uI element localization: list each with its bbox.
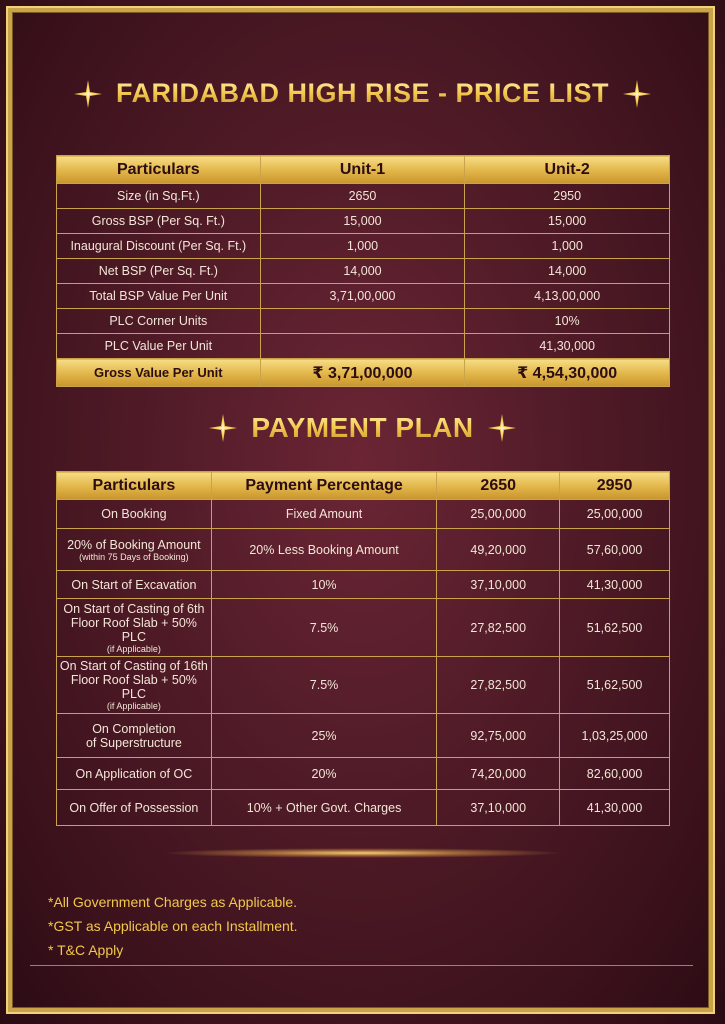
amount-2650: 27,82,500 <box>437 657 560 714</box>
unit-1-value <box>260 309 465 334</box>
amount-2950: 57,60,000 <box>560 529 670 571</box>
table-row <box>57 790 670 826</box>
table-row <box>57 184 670 209</box>
particulars-cell <box>57 529 212 571</box>
header-particulars: Particulars <box>57 472 212 500</box>
sparkle-icon <box>209 414 237 442</box>
table-row <box>57 334 670 359</box>
unit-1-gross-value: ₹ 3,71,00,000 <box>260 359 465 387</box>
table-row <box>57 758 670 790</box>
amount-2650: 74,20,000 <box>437 758 560 790</box>
particulars-note: (if Applicable) <box>106 701 161 711</box>
price-list-title-row <box>0 78 725 109</box>
unit-1-value: 14,000 <box>260 259 465 284</box>
price-list-table <box>56 155 670 387</box>
particulars-line: On Start of Casting of 6th <box>63 601 205 616</box>
footnote: *GST as Applicable on each Installment. <box>48 918 298 934</box>
percentage-cell: 25% <box>211 714 437 758</box>
gold-glow-divider <box>160 848 565 858</box>
percentage-cell: Fixed Amount <box>211 500 437 529</box>
particulars-cell <box>57 657 212 714</box>
unit-1-value: 3,71,00,000 <box>260 284 465 309</box>
percentage-cell: 7.5% <box>211 599 437 657</box>
particulars-cell <box>57 790 212 826</box>
row-label: Net BSP (Per Sq. Ft.) <box>57 259 261 284</box>
amount-2950: 51,62,500 <box>560 599 670 657</box>
amount-2950: 1,03,25,000 <box>560 714 670 758</box>
unit-2-value: 1,000 <box>465 234 670 259</box>
price-list-title: FARIDABAD HIGH RISE - PRICE LIST <box>115 78 610 108</box>
table-row <box>57 657 670 714</box>
particulars-line: On Completion <box>92 721 176 736</box>
header-2950: 2950 <box>560 472 670 500</box>
table-row <box>57 209 670 234</box>
amount-2650: 25,00,000 <box>437 500 560 529</box>
table-row <box>57 529 670 571</box>
percentage-cell: 20% Less Booking Amount <box>211 529 437 571</box>
percentage-cell: 10% + Other Govt. Charges <box>211 790 437 826</box>
particulars-cell <box>57 714 212 758</box>
particulars-line: On Start of Excavation <box>71 577 197 592</box>
gross-value-label: Gross Value Per Unit <box>57 359 261 387</box>
table-row <box>57 234 670 259</box>
amount-2650: 92,75,000 <box>437 714 560 758</box>
table-row <box>57 500 670 529</box>
amount-2650: 49,20,000 <box>437 529 560 571</box>
unit-2-value: 15,000 <box>465 209 670 234</box>
row-label: Size (in Sq.Ft.) <box>57 184 261 209</box>
particulars-line: On Application of OC <box>75 766 193 781</box>
row-label: PLC Value Per Unit <box>57 334 261 359</box>
header-payment-percentage: Payment Percentage <box>211 472 437 500</box>
header-particulars: Particulars <box>57 156 261 184</box>
sparkle-icon <box>623 80 651 108</box>
particulars-note: (if Applicable) <box>106 643 161 654</box>
particulars-line: On Offer of Possession <box>69 800 199 815</box>
particulars-cell <box>57 758 212 790</box>
unit-2-value: 4,13,00,000 <box>465 284 670 309</box>
amount-2650: 27,82,500 <box>437 599 560 657</box>
particulars-note: (within 75 Days of Booking) <box>79 551 189 562</box>
unit-1-value <box>260 334 465 359</box>
row-label: Total BSP Value Per Unit <box>57 284 261 309</box>
amount-2650: 37,10,000 <box>437 790 560 826</box>
unit-1-value: 2650 <box>260 184 465 209</box>
table-row <box>57 259 670 284</box>
percentage-cell: 10% <box>211 571 437 599</box>
header-unit-2: Unit-2 <box>465 156 670 184</box>
footnote: *All Government Charges as Applicable. <box>48 894 298 910</box>
row-label: Gross BSP (Per Sq. Ft.) <box>57 209 261 234</box>
unit-2-value: 2950 <box>465 184 670 209</box>
amount-2950: 51,62,500 <box>560 657 670 714</box>
particulars-line: Floor Roof Slab + 50% PLC <box>70 615 197 644</box>
payment-plan-header-row <box>57 472 670 500</box>
unit-2-value: 14,000 <box>465 259 670 284</box>
table-row <box>57 714 670 758</box>
footer-rule <box>30 965 693 966</box>
footnote: * T&C Apply <box>48 942 124 958</box>
particulars-line: 20% of Booking Amount <box>67 537 201 552</box>
unit-2-value: 10% <box>465 309 670 334</box>
particulars-line: of Superstructure <box>85 735 182 750</box>
amount-2950: 25,00,000 <box>560 500 670 529</box>
particulars-line: On Start of Casting of 16th <box>59 659 208 673</box>
percentage-cell: 7.5% <box>211 657 437 714</box>
gross-value-row <box>57 359 670 387</box>
table-row <box>57 284 670 309</box>
particulars-line: On Booking <box>101 507 167 521</box>
header-2650: 2650 <box>437 472 560 500</box>
footnotes <box>48 890 298 962</box>
particulars-line: Floor Roof Slab + 50% PLC <box>70 673 197 701</box>
table-row <box>57 309 670 334</box>
amount-2950: 41,30,000 <box>560 571 670 599</box>
row-label: PLC Corner Units <box>57 309 261 334</box>
payment-plan-table <box>56 471 670 826</box>
row-label: Inaugural Discount (Per Sq. Ft.) <box>57 234 261 259</box>
payment-plan-title: PAYMENT PLAN <box>251 412 474 443</box>
sparkle-icon <box>74 80 102 108</box>
price-list-header-row <box>57 156 670 184</box>
percentage-cell: 20% <box>211 758 437 790</box>
amount-2950: 82,60,000 <box>560 758 670 790</box>
unit-2-value: 41,30,000 <box>465 334 670 359</box>
amount-2950: 41,30,000 <box>560 790 670 826</box>
unit-2-gross-value: ₹ 4,54,30,000 <box>465 359 670 387</box>
header-unit-1: Unit-1 <box>260 156 465 184</box>
sparkle-icon <box>488 414 516 442</box>
unit-1-value: 15,000 <box>260 209 465 234</box>
particulars-cell <box>57 571 212 599</box>
payment-plan-title-row <box>0 412 725 444</box>
unit-1-value: 1,000 <box>260 234 465 259</box>
particulars-cell <box>57 599 212 657</box>
amount-2650: 37,10,000 <box>437 571 560 599</box>
table-row <box>57 571 670 599</box>
table-row <box>57 599 670 657</box>
particulars-cell <box>57 500 212 529</box>
